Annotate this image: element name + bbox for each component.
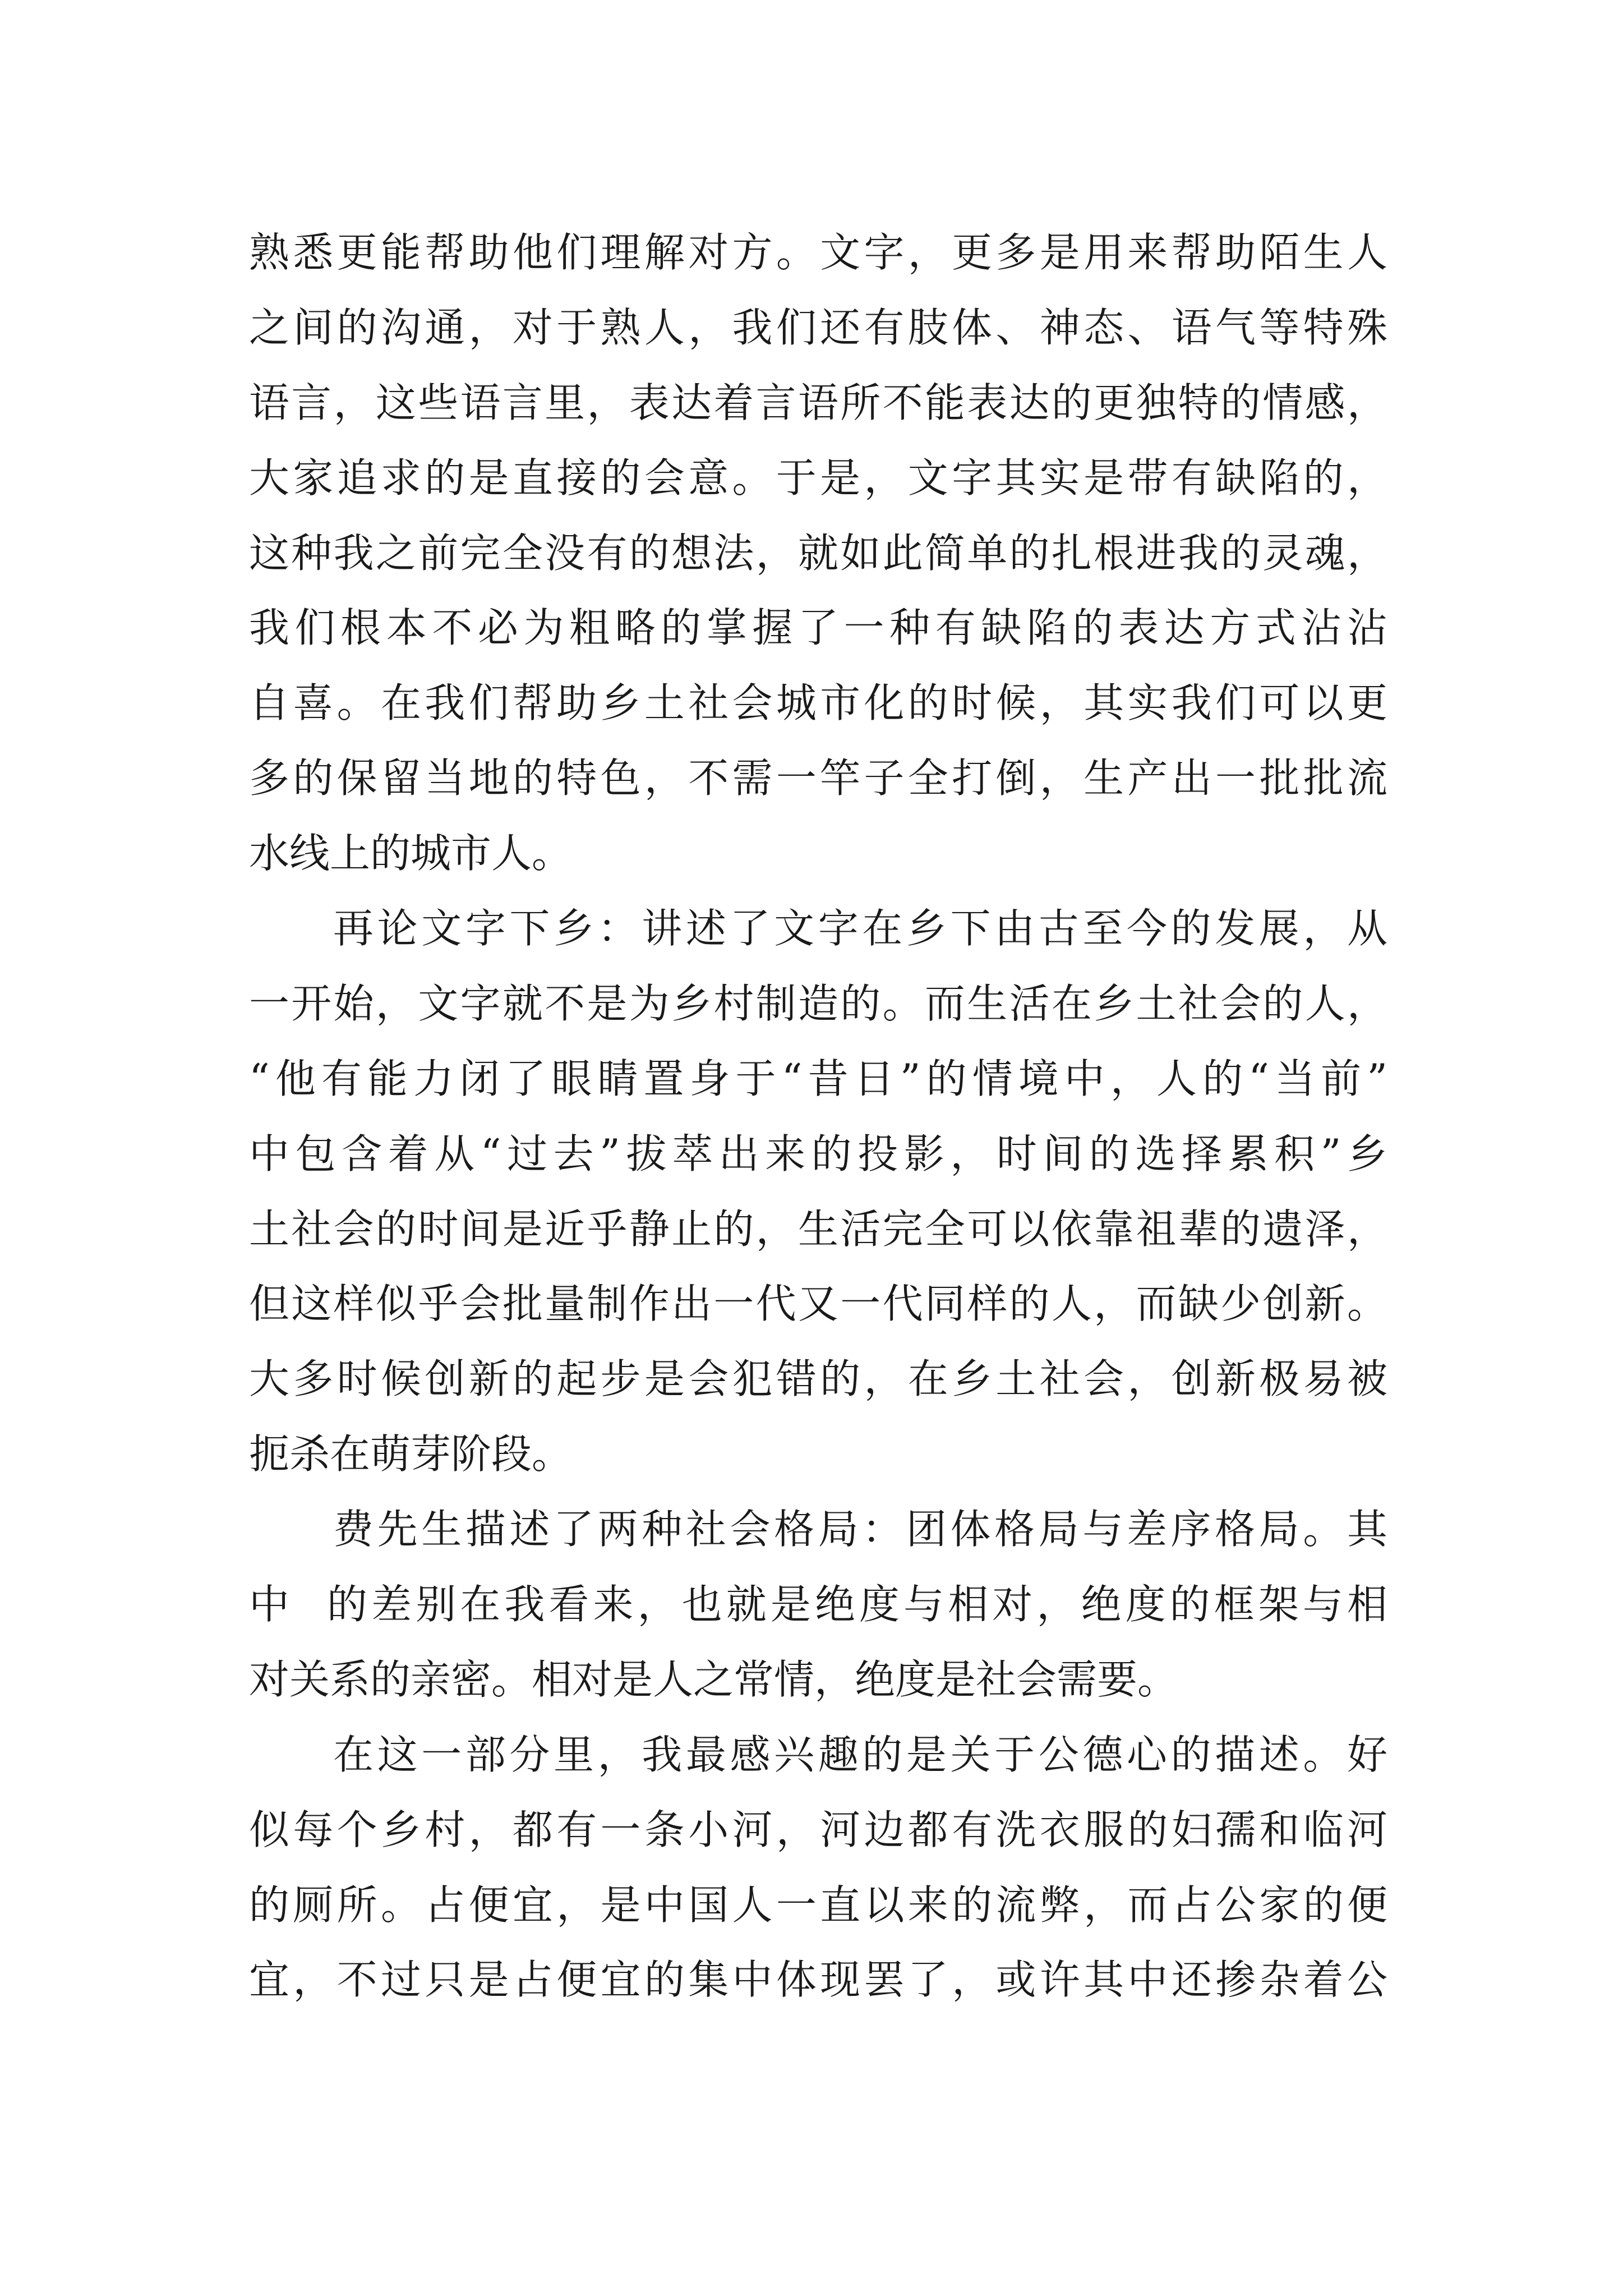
- text-line: 扼杀在萌芽阶段。: [249, 1430, 573, 1478]
- text-line: 我们根本不必为粗略的掌握了一种有缺陷的表达方式沾沾: [249, 604, 1387, 652]
- text-line: 对关系的亲密。相对是人之常情，绝度是社会需要。: [249, 1655, 1178, 1703]
- text-line: 中包含着从“过去”拔萃出来的投影，时间的选择累积”乡: [249, 1130, 1387, 1177]
- paragraph-start-line: 再论文字下乡：讲述了文字在乡下由古至今的发展，从: [333, 905, 1387, 953]
- text-line: 自喜。在我们帮助乡土社会城市化的时候，其实我们可以更: [249, 679, 1387, 727]
- text-line: 多的保留当地的特色，不需一竿子全打倒，生产出一批批流: [249, 754, 1387, 802]
- text-line: 中 的差别在我看来，也就是绝度与相对，绝度的框架与相: [249, 1581, 1387, 1628]
- text-line: “他有能力闭了眼睛置身于“昔日”的情境中，人的“当前”: [249, 1055, 1387, 1102]
- text-line: 的厕所。占便宜，是中国人一直以来的流弊，而占公家的便: [249, 1881, 1387, 1929]
- paragraph-start-line: 费先生描述了两种社会格局：团体格局与差序格局。其: [333, 1506, 1387, 1553]
- text-line: 大家追求的是直接的会意。于是，文字其实是带有缺陷的，: [249, 454, 1387, 501]
- text-line: 大多时候创新的起步是会犯错的，在乡土社会，创新极易被: [249, 1355, 1387, 1403]
- text-line: 土社会的时间是近乎静止的，生活完全可以依靠祖辈的遗泽，: [249, 1205, 1387, 1253]
- text-line: 但这样似乎会批量制作出一代又一代同样的人，而缺少创新。: [249, 1280, 1387, 1328]
- text-line: 之间的沟通，对于熟人，我们还有肢体、神态、语气等特殊: [249, 303, 1387, 351]
- text-line: 似每个乡村，都有一条小河，河边都有洗衣服的妇孺和临河: [249, 1806, 1387, 1853]
- text-line: 水线上的城市人。: [249, 830, 573, 877]
- body-text: [249, 215, 1387, 2018]
- text-line: 一开始，文字就不是为乡村制造的。而生活在乡土社会的人，: [249, 979, 1387, 1027]
- text-line: 熟悉更能帮助他们理解对方。文字，更多是用来帮助陌生人: [249, 229, 1387, 276]
- text-line: 语言，这些语言里，表达着言语所不能表达的更独特的情感，: [249, 379, 1387, 426]
- text-line: 宜，不过只是占便宜的集中体现罢了，或许其中还掺杂着公: [249, 1956, 1387, 2004]
- text-line: 这种我之前完全没有的想法，就如此简单的扎根进我的灵魂，: [249, 529, 1387, 577]
- paragraph-start-line: 在这一部分里，我最感兴趣的是关于公德心的描述。好: [333, 1731, 1387, 1778]
